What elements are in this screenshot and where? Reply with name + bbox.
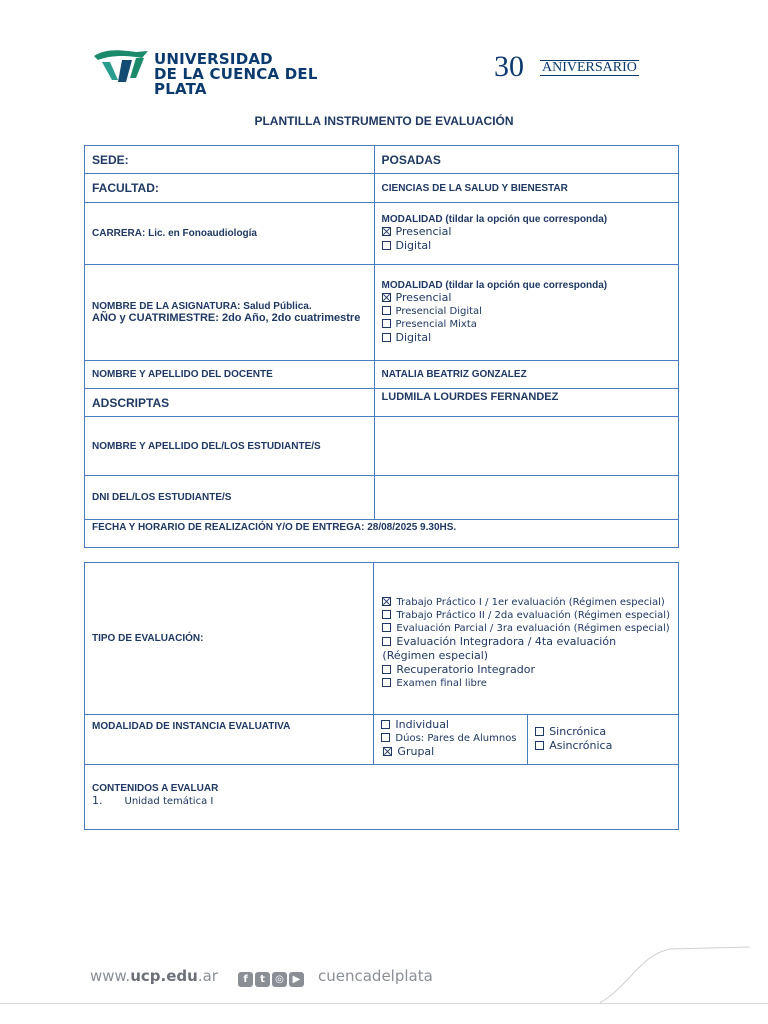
anio-label: AÑO y CUATRIMESTRE: 2do Año, 2do cuatrimestre (92, 312, 361, 324)
table-row (85, 765, 679, 830)
social-icons (238, 969, 306, 987)
dni-label: DNI DEL/LOS ESTUDIANTE/S (85, 476, 375, 520)
option-label: Evaluación Parcial / 3ra evaluación (Régimen especial) (396, 622, 670, 634)
contenido-list-item (92, 794, 671, 807)
docente-label: NOMBRE Y APELLIDO DEL DOCENTE (85, 361, 375, 389)
tipo-label: TIPO DE EVALUACIÓN: (85, 563, 374, 715)
option-presencial[interactable] (382, 225, 671, 239)
table-row (85, 417, 679, 476)
anniversary-logo (494, 50, 654, 86)
table-row (85, 146, 679, 174)
checkbox-icon[interactable] (382, 333, 391, 342)
modalidad-label: MODALIDAD (tildar la opción que corresponda) (381, 280, 608, 291)
contenido-item: Unidad temática I (124, 796, 214, 807)
youtube-icon[interactable]: ▶ (289, 972, 304, 987)
anniversary-number: 30 (494, 50, 524, 83)
facultad-label: FACULTAD: (85, 174, 375, 203)
table-row (85, 563, 679, 715)
contenidos-label: CONTENIDOS A EVALUAR (92, 783, 219, 794)
asignatura-label: NOMBRE DE LA ASIGNATURA: Salud Pública. (92, 301, 312, 312)
option-tp2[interactable] (382, 609, 671, 622)
option-label: Recuperatorio Integrador (396, 662, 535, 676)
carrera-label: CARRERA: Lic. en Fonoaudiología (85, 203, 375, 265)
option-presencial[interactable] (382, 291, 671, 305)
docente-value: NATALIA BEATRIZ GONZALEZ (374, 361, 678, 389)
checkbox-icon[interactable] (382, 241, 391, 250)
table-row (85, 265, 679, 361)
option-label: Trabajo Práctico I / 1er evaluación (Régimen especial) (396, 596, 665, 608)
option-recuperatorio[interactable] (382, 663, 671, 677)
adscriptas-label: ADSCRIPTAS (85, 389, 375, 417)
option-label: Presencial Digital (395, 306, 482, 317)
site-domain: ucp.edu (130, 967, 198, 985)
tipo-options-cell (374, 563, 679, 715)
river-logo-icon (92, 46, 150, 84)
option-parcial[interactable] (382, 622, 671, 635)
table-row (85, 203, 679, 265)
sincronia-options-cell (528, 715, 679, 765)
estudiantes-value[interactable] (374, 417, 678, 476)
option-duos-grupal[interactable] (381, 732, 520, 759)
checkbox-icon[interactable] (535, 727, 544, 736)
checkbox-icon[interactable] (382, 623, 391, 632)
checkbox-icon[interactable] (381, 733, 390, 742)
option-integradora[interactable] (382, 635, 671, 663)
option-label: Examen final libre (396, 677, 487, 689)
estudiantes-label: NOMBRE Y APELLIDO DEL/LOS ESTUDIANTE/S (85, 417, 375, 476)
table-row (85, 389, 679, 417)
checkbox-icon[interactable] (382, 678, 391, 687)
asignatura-cell (85, 265, 375, 361)
sede-value: POSADAS (374, 146, 678, 174)
option-label: Grupal (397, 745, 435, 758)
table-row (85, 361, 679, 389)
checkbox-icon[interactable] (382, 665, 391, 674)
option-label: Digital (395, 239, 432, 252)
checkbox-checked-icon[interactable] (382, 597, 391, 606)
option-label: Evaluación Integradora / 4ta evaluación (Régimen especial) (382, 634, 617, 662)
option-label: Sincrónica (549, 725, 607, 738)
footer-website[interactable] (90, 967, 218, 985)
contenidos-cell (85, 765, 679, 830)
university-logo (92, 46, 372, 98)
checkbox-checked-icon[interactable] (383, 747, 392, 756)
option-label: Presencial Mixta (395, 319, 477, 330)
option-digital[interactable] (382, 331, 671, 345)
option-label: Presencial (395, 291, 452, 304)
dni-value[interactable] (374, 476, 678, 520)
sede-label: SEDE: (85, 146, 375, 174)
fecha-label: FECHA Y HORARIO DE REALIZACIÓN Y/O DE ENTREGA: 28/08/2025 9.30HS. (85, 520, 679, 548)
table-row (85, 520, 679, 548)
site-suffix: .ar (197, 967, 218, 985)
option-label: Presencial (395, 225, 452, 238)
facebook-icon[interactable]: f (238, 972, 253, 987)
checkbox-icon[interactable] (382, 637, 391, 646)
footer-curve-decoration (600, 945, 750, 1005)
footer-divider (0, 1003, 768, 1004)
option-label: Trabajo Práctico II / 2da evaluación (Régimen especial) (396, 609, 670, 621)
list-number: 1. (92, 794, 103, 807)
option-presencial-digital[interactable] (382, 305, 671, 318)
table-row (85, 715, 679, 765)
option-examen-libre[interactable] (382, 677, 671, 690)
instancia-label: MODALIDAD DE INSTANCIA EVALUATIVA (85, 715, 374, 765)
site-prefix: www. (90, 967, 131, 985)
option-label: Dúos: Pares de Alumnos (395, 733, 517, 744)
social-handle[interactable]: cuencadelplata (318, 967, 433, 985)
option-label: Asincrónica (549, 739, 613, 752)
modalidad-label: MODALIDAD (tildar la opción que corresponda) (381, 214, 608, 225)
asignatura-modalidad-cell (374, 265, 678, 361)
general-info-table (84, 145, 679, 548)
checkbox-icon[interactable] (382, 306, 391, 315)
document-title: PLANTILLA INSTRUMENTO DE EVALUACIÓN (254, 114, 514, 128)
option-tp1[interactable] (382, 596, 671, 609)
university-name-line2: DE LA CUENCA DEL PLATA (154, 65, 318, 98)
option-label: Individual (395, 718, 449, 731)
option-label: Digital (395, 331, 432, 344)
evaluation-table (84, 562, 679, 830)
university-name-line1: UNIVERSIDAD (154, 50, 273, 68)
carrera-modalidad-cell (374, 203, 678, 265)
option-presencial-mixta[interactable] (382, 318, 671, 331)
checkbox-icon[interactable] (381, 720, 390, 729)
option-sincronica[interactable] (535, 725, 671, 739)
checkbox-checked-icon[interactable] (382, 293, 391, 302)
facultad-value: CIENCIAS DE LA SALUD Y BIENESTAR (374, 174, 678, 203)
checkbox-icon[interactable] (382, 610, 391, 619)
table-row (85, 476, 679, 520)
instancia-options-cell (374, 715, 528, 765)
adscriptas-value: LUDMILA LOURDES FERNANDEZ (374, 389, 678, 417)
twitter-icon[interactable]: t (255, 972, 270, 987)
option-individual[interactable] (381, 718, 520, 732)
option-asincronica[interactable] (535, 739, 671, 753)
instagram-icon[interactable]: ◎ (272, 972, 287, 987)
checkbox-icon[interactable] (535, 741, 544, 750)
checkbox-icon[interactable] (382, 319, 391, 328)
table-row (85, 174, 679, 203)
checkbox-checked-icon[interactable] (382, 227, 391, 236)
anniversary-word: ANIVERSARIO (542, 60, 637, 75)
option-digital[interactable] (382, 239, 671, 253)
